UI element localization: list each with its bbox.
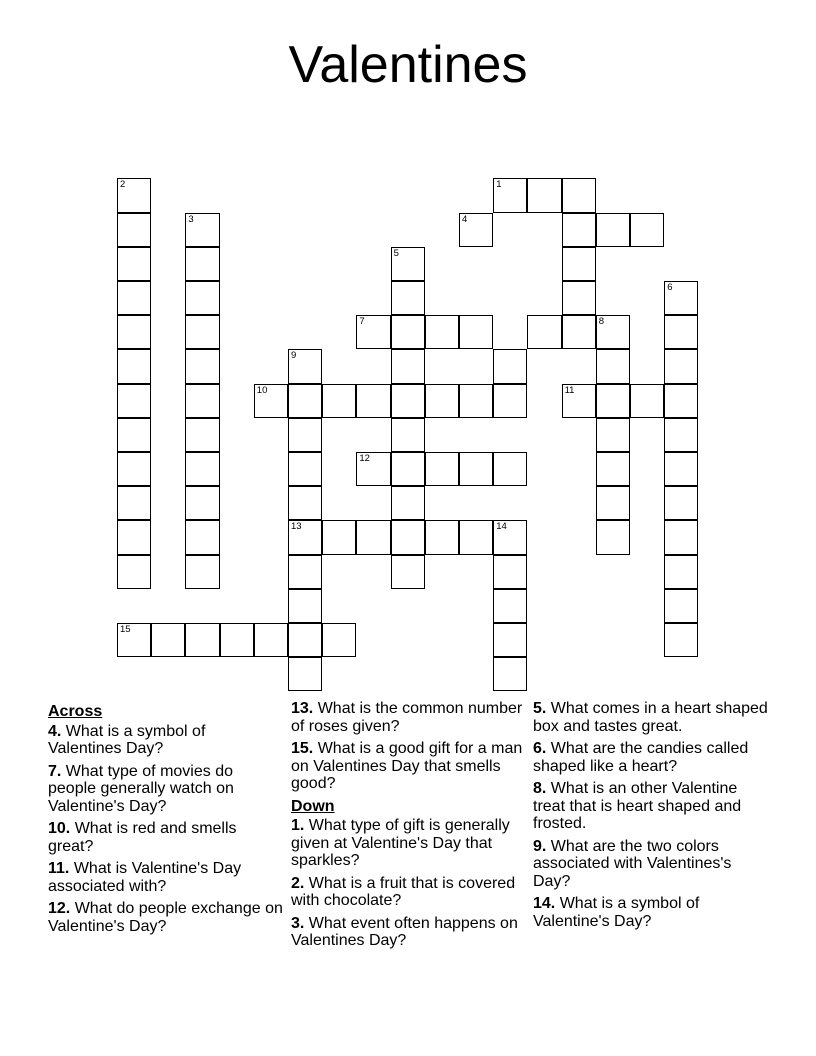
grid-cell[interactable] bbox=[459, 384, 493, 418]
grid-cell[interactable] bbox=[185, 418, 219, 452]
grid-cell[interactable] bbox=[288, 555, 322, 589]
grid-cell-5[interactable] bbox=[391, 247, 425, 281]
grid-cell[interactable] bbox=[117, 315, 151, 349]
grid-cell[interactable] bbox=[664, 418, 698, 452]
grid-cell[interactable] bbox=[493, 452, 527, 486]
grid-cell-11[interactable] bbox=[562, 384, 596, 418]
grid-cell[interactable] bbox=[596, 384, 630, 418]
grid-cell[interactable] bbox=[562, 281, 596, 315]
grid-cell[interactable] bbox=[493, 589, 527, 623]
grid-cell[interactable] bbox=[391, 349, 425, 383]
grid-cell[interactable] bbox=[356, 384, 390, 418]
grid-cell[interactable] bbox=[288, 452, 322, 486]
grid-cell[interactable] bbox=[151, 623, 185, 657]
grid-cell[interactable] bbox=[562, 178, 596, 212]
grid-cell[interactable] bbox=[425, 315, 459, 349]
grid-cell[interactable] bbox=[596, 349, 630, 383]
grid-cell[interactable] bbox=[288, 657, 322, 691]
grid-cell[interactable] bbox=[459, 315, 493, 349]
clue-number: 14 bbox=[496, 521, 507, 533]
clue-number: 7 bbox=[359, 316, 365, 328]
clue-down-1: 1. What type of gift is generally given at Valentine's Day that sparkles? bbox=[291, 817, 510, 869]
grid-cell[interactable] bbox=[117, 384, 151, 418]
clue-number: 1 bbox=[496, 179, 502, 191]
clues-column-2 bbox=[291, 700, 526, 955]
grid-cell[interactable] bbox=[664, 555, 698, 589]
clue-across-13: 13. What is the common number of roses given? bbox=[291, 700, 523, 735]
grid-cell[interactable] bbox=[185, 555, 219, 589]
grid-cell[interactable] bbox=[391, 384, 425, 418]
clue-across-15: 15. What is a good gift for a man on Valentines Day that smells good? bbox=[291, 740, 523, 792]
grid-cell-2[interactable] bbox=[117, 178, 151, 212]
grid-cell[interactable] bbox=[288, 418, 322, 452]
grid-cell-12[interactable] bbox=[356, 452, 390, 486]
grid-cell[interactable] bbox=[630, 213, 664, 247]
grid-cell[interactable] bbox=[391, 486, 425, 520]
grid-cell-1[interactable] bbox=[493, 178, 527, 212]
grid-cell[interactable] bbox=[596, 452, 630, 486]
clue-down-14: 14. What is a symbol of Valentine's Day? bbox=[533, 895, 700, 930]
clue-across-12: 12. What do people exchange on Valentine's Day? bbox=[48, 900, 283, 935]
across-heading: Across bbox=[48, 703, 103, 720]
grid-cell[interactable] bbox=[527, 178, 561, 212]
clue-number: 2 bbox=[120, 179, 126, 191]
grid-cell[interactable] bbox=[117, 281, 151, 315]
grid-cell[interactable] bbox=[664, 452, 698, 486]
grid-cell[interactable] bbox=[117, 452, 151, 486]
clues-column-1 bbox=[48, 700, 283, 940]
clue-number: 15 bbox=[120, 624, 131, 635]
clue-down-2: 2. What is a fruit that is covered with chocolate? bbox=[291, 874, 516, 909]
grid-cell[interactable] bbox=[562, 315, 596, 349]
clue-across-7: 7. What type of movies do people generally watch on Valentine's Day? bbox=[48, 762, 234, 815]
grid-cell[interactable] bbox=[391, 315, 425, 349]
grid-cell[interactable] bbox=[664, 486, 698, 520]
grid-cell[interactable] bbox=[185, 315, 219, 349]
grid-cell[interactable] bbox=[288, 623, 322, 657]
grid-cell-4[interactable] bbox=[459, 213, 493, 247]
clue-down-5: 5. What comes in a heart shaped box and tastes great. bbox=[533, 700, 768, 735]
grid-cell-14[interactable] bbox=[493, 520, 527, 554]
grid-cell[interactable] bbox=[185, 452, 219, 486]
grid-cell[interactable] bbox=[493, 623, 527, 657]
grid-cell[interactable] bbox=[391, 418, 425, 452]
grid-cell-8[interactable] bbox=[596, 315, 630, 349]
clue-down-8: 8. What is an other Valentine treat that is heart shaped and frosted. bbox=[533, 780, 742, 832]
clue-across-10: 10. What is red and smells great? bbox=[48, 820, 237, 855]
clue-number: 12 bbox=[359, 453, 370, 464]
grid-cell[interactable] bbox=[664, 520, 698, 554]
grid-cell[interactable] bbox=[459, 452, 493, 486]
clue-down-9: 9. What are the two colors associated with Valentines's Day? bbox=[533, 837, 732, 890]
clue-across-4: 4. What is a symbol of Valentines Day? bbox=[48, 722, 206, 757]
grid-cell[interactable] bbox=[391, 281, 425, 315]
grid-cell-6[interactable] bbox=[664, 281, 698, 315]
grid-cell[interactable] bbox=[425, 520, 459, 554]
clue-number: 10 bbox=[256, 384, 268, 396]
grid-cell[interactable] bbox=[562, 247, 596, 281]
grid-cell-7[interactable] bbox=[356, 315, 390, 349]
clue-number: 4 bbox=[462, 213, 468, 225]
grid-cell-9[interactable] bbox=[288, 349, 322, 383]
grid-cell[interactable] bbox=[220, 623, 254, 657]
clue-down-3: 3. What event often happens on Valentines Day? bbox=[291, 914, 518, 949]
grid-cell[interactable] bbox=[185, 281, 219, 315]
grid-cell[interactable] bbox=[596, 520, 630, 554]
grid-cell[interactable] bbox=[322, 384, 356, 418]
grid-cell[interactable] bbox=[356, 520, 390, 554]
grid-cell[interactable] bbox=[185, 623, 219, 657]
grid-cell[interactable] bbox=[459, 520, 493, 554]
grid-cell[interactable] bbox=[185, 486, 219, 520]
grid-cell[interactable] bbox=[596, 486, 630, 520]
grid-cell-10[interactable] bbox=[254, 384, 288, 418]
page-title: Valentines bbox=[288, 36, 528, 94]
grid-cell[interactable] bbox=[117, 555, 151, 589]
grid-cell[interactable] bbox=[664, 623, 698, 657]
grid-cell[interactable] bbox=[391, 555, 425, 589]
grid-cell[interactable] bbox=[254, 623, 288, 657]
clue-down-6: 6. What are the candies called shaped like a heart? bbox=[533, 740, 749, 775]
grid-cell[interactable] bbox=[288, 384, 322, 418]
grid-cell[interactable] bbox=[117, 486, 151, 520]
clue-number: 8 bbox=[598, 316, 605, 328]
grid-cell[interactable] bbox=[117, 520, 151, 554]
clue-number: 3 bbox=[188, 213, 194, 225]
grid-cell[interactable] bbox=[596, 418, 630, 452]
grid-cell[interactable] bbox=[493, 384, 527, 418]
grid-cell[interactable] bbox=[185, 349, 219, 383]
down-heading: Down bbox=[291, 797, 335, 815]
grid-cell[interactable] bbox=[664, 349, 698, 383]
grid-cell[interactable] bbox=[117, 247, 151, 281]
grid-cell[interactable] bbox=[527, 315, 561, 349]
grid-cell[interactable] bbox=[630, 384, 664, 418]
clue-number: 11 bbox=[564, 384, 575, 396]
grid-cell[interactable] bbox=[288, 486, 322, 520]
clue-number: 9 bbox=[291, 350, 297, 362]
grid-cell[interactable] bbox=[391, 452, 425, 486]
clue-across-11: 11. What is Valentine's Day associated with? bbox=[48, 860, 242, 895]
grid-cell[interactable] bbox=[562, 213, 596, 247]
grid-cell[interactable] bbox=[664, 315, 698, 349]
grid-cell[interactable] bbox=[664, 589, 698, 623]
grid-cell[interactable] bbox=[117, 418, 151, 452]
grid-cell[interactable] bbox=[425, 452, 459, 486]
clue-number: 13 bbox=[291, 521, 302, 533]
grid-cell[interactable] bbox=[493, 555, 527, 589]
grid-cell-15[interactable] bbox=[117, 623, 151, 657]
clues-column-3 bbox=[533, 700, 773, 935]
grid-cell[interactable] bbox=[596, 213, 630, 247]
grid-cell[interactable] bbox=[493, 657, 527, 691]
clue-number: 5 bbox=[393, 247, 399, 259]
grid-cell[interactable] bbox=[185, 520, 219, 554]
grid-cell-13[interactable] bbox=[288, 520, 322, 554]
grid-cell[interactable] bbox=[288, 589, 322, 623]
grid-cell-3[interactable] bbox=[185, 213, 219, 247]
grid-cell[interactable] bbox=[493, 349, 527, 383]
grid-cell[interactable] bbox=[185, 384, 219, 418]
grid-cell[interactable] bbox=[322, 520, 356, 554]
grid-cell[interactable] bbox=[117, 349, 151, 383]
grid-cell[interactable] bbox=[185, 247, 219, 281]
grid-cell[interactable] bbox=[425, 384, 459, 418]
grid-cell[interactable] bbox=[391, 520, 425, 554]
grid-cell[interactable] bbox=[664, 384, 698, 418]
clue-number: 6 bbox=[667, 282, 673, 293]
grid-cell[interactable] bbox=[322, 623, 356, 657]
grid-cell[interactable] bbox=[117, 213, 151, 247]
